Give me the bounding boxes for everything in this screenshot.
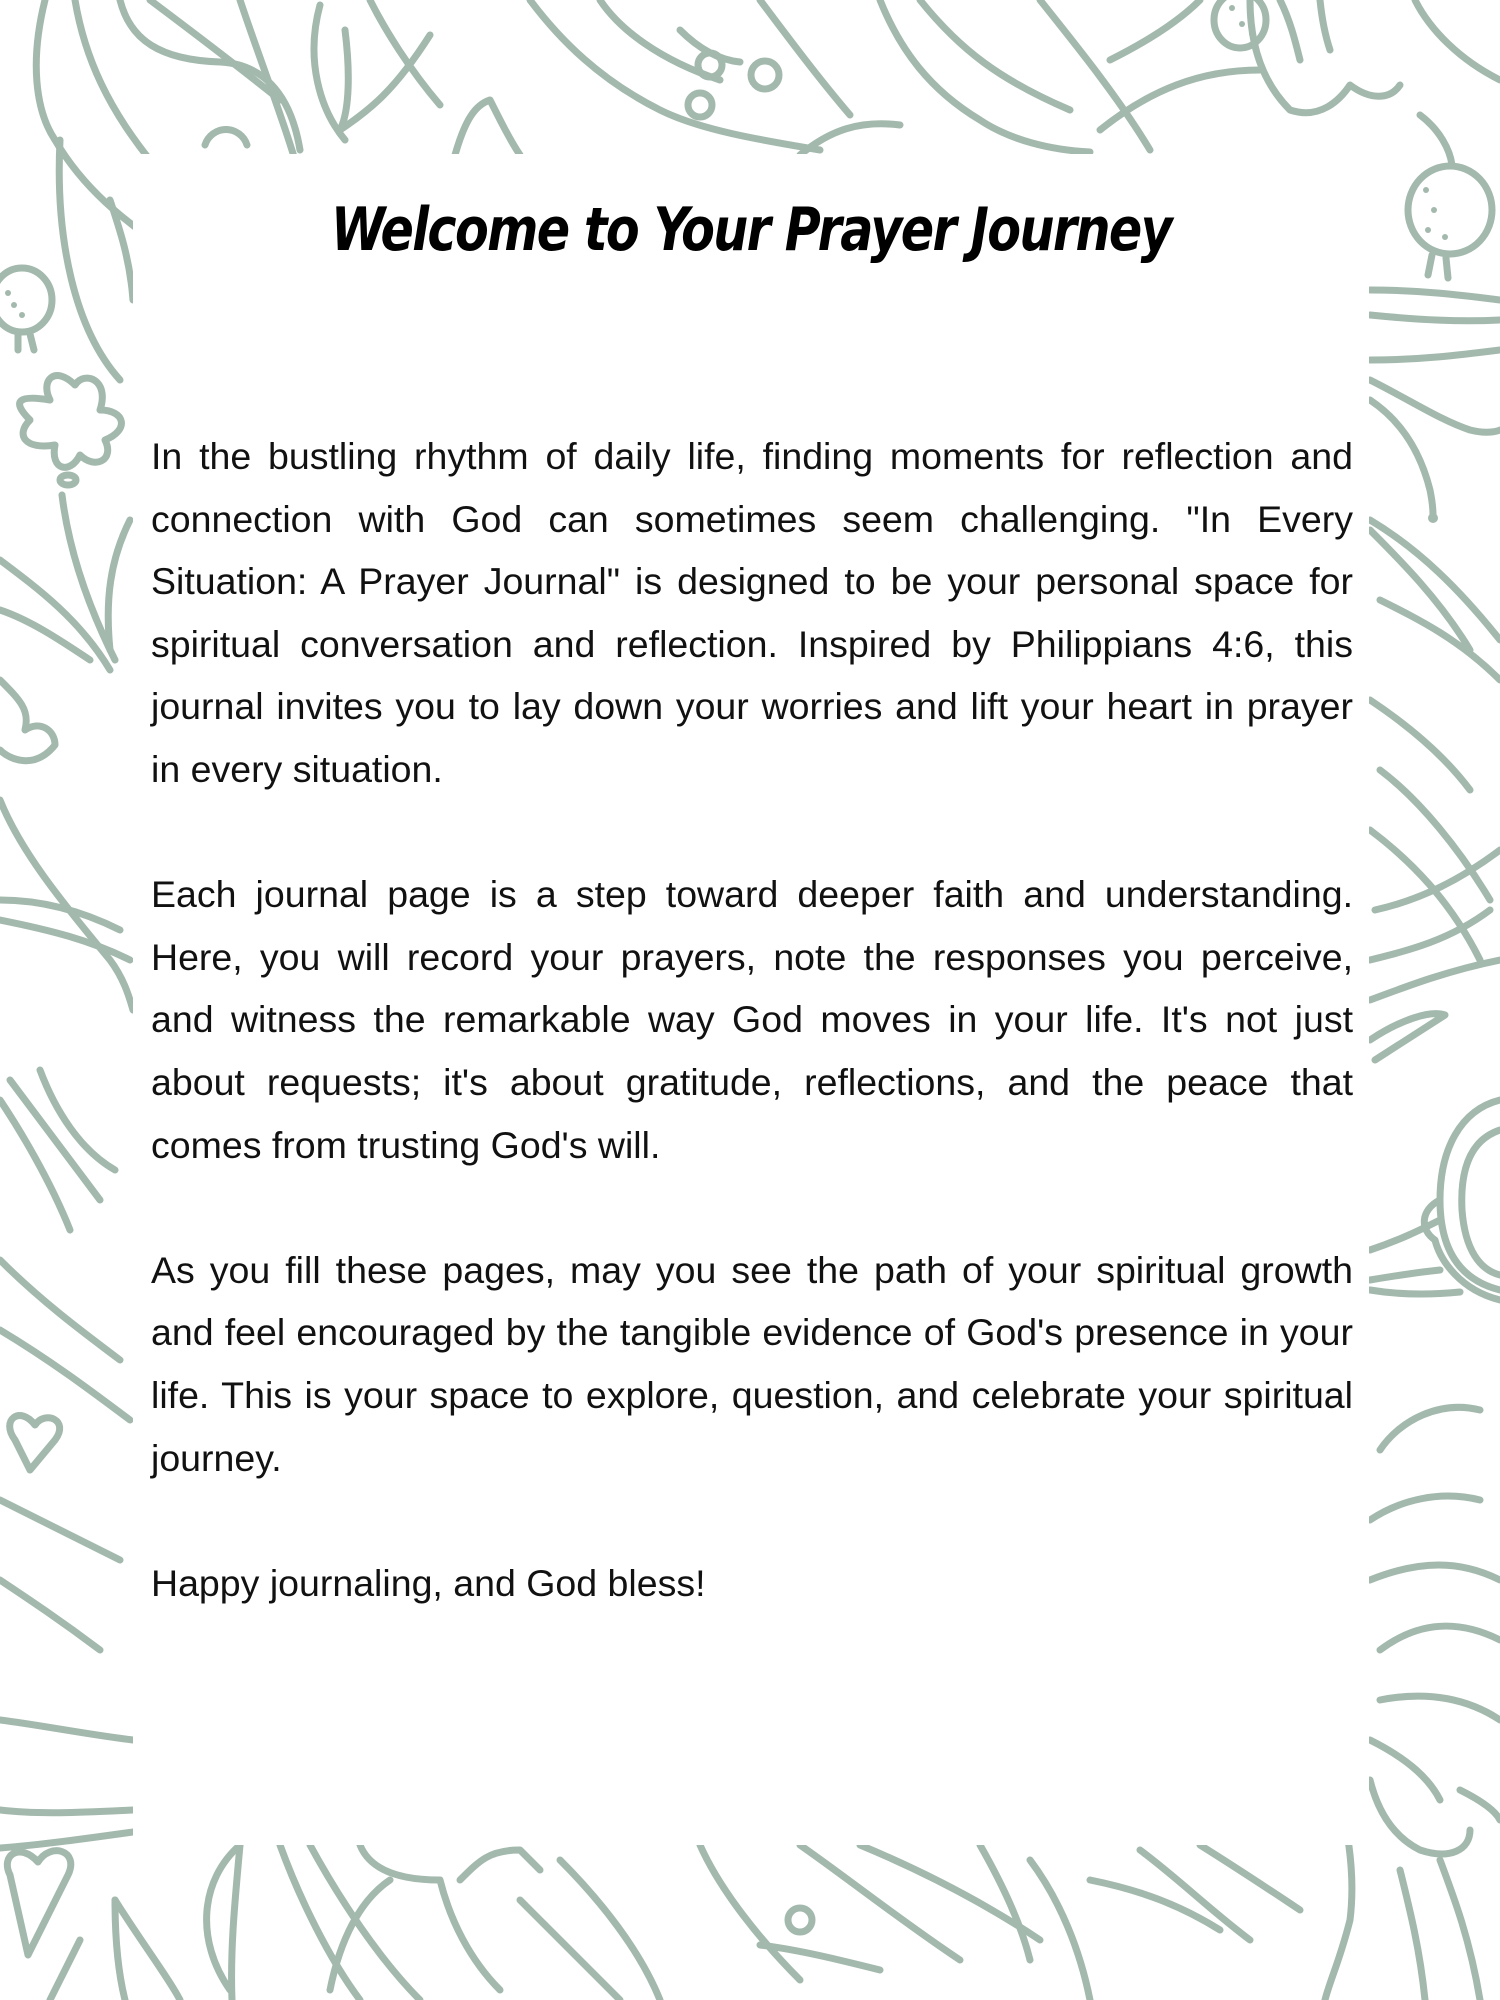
page-title: Welcome to Your Prayer Journey	[330, 195, 1172, 265]
paragraph-encouragement: As you fill these pages, may you see the path of your spiritual growth and feel encouraged by the tangible evidence of God's presence in your life. This is your space to explore, question, and celebrate your spiritual journey.	[151, 1248, 1353, 1479]
content-panel	[133, 154, 1369, 1845]
paragraph-journal-purpose: Each journal page is a step toward deeper faith and understanding. Here, you will record your prayers, note the responses you perceive, and witness the remarkable way God moves in your life. It's not just about requests; it's about gratitude, reflections, and the peace that comes from trusting God's will.	[151, 873, 1353, 1166]
closing-line: Happy journaling, and God bless!	[151, 1561, 706, 1604]
body-text	[151, 425, 1353, 1614]
flower-icon	[0, 140, 133, 1848]
paragraph-intro: In the bustling rhythm of daily life, finding moments for reflection and connection with God can sometimes seem challenging. "In Every Situation: A Prayer Journal" is designed to be your personal space for spiritual conversation and reflection. Inspired by Philippians 4:6, this journal invites you to lay down your worries and lift your heart in prayer in every situation.	[151, 435, 1353, 790]
branch-icon	[1370, 290, 1500, 1800]
